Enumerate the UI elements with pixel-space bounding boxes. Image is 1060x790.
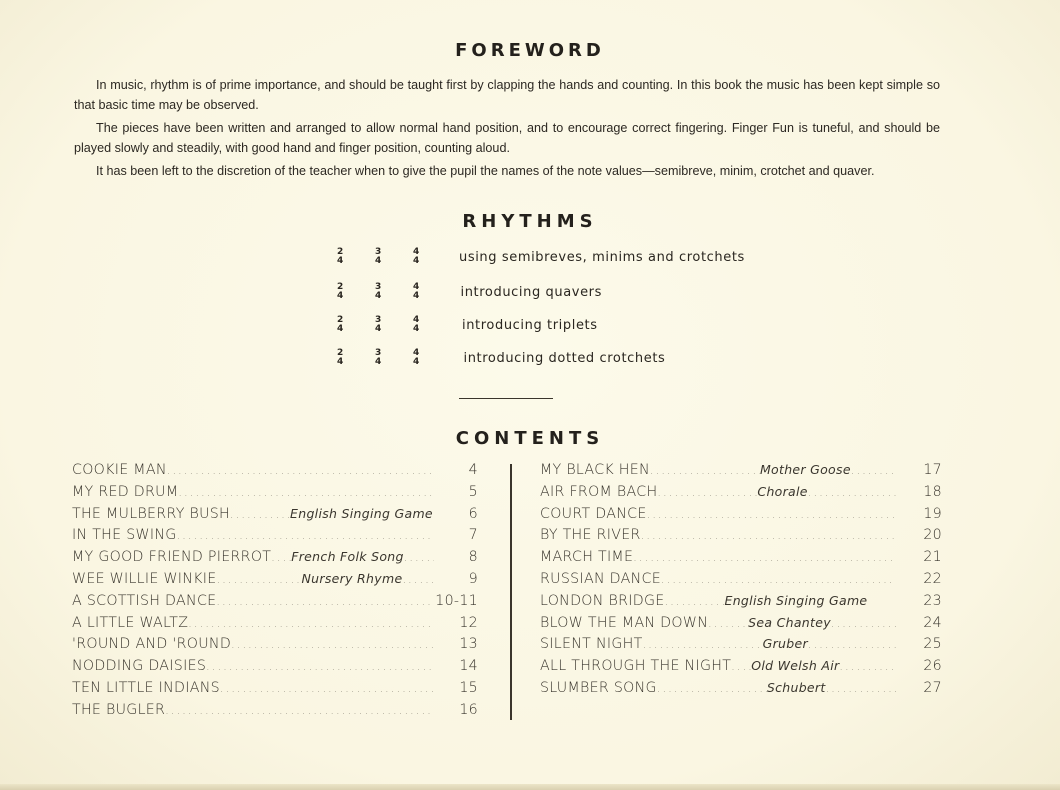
dot-leader <box>641 529 896 542</box>
column-divider <box>510 464 512 720</box>
contents-heading: CONTENTS <box>455 428 605 449</box>
contents-entry <box>540 658 942 680</box>
contents-entry <box>72 462 478 484</box>
entry-title: A SCOTTISH DANCE <box>72 592 217 609</box>
entry-page-number: 27 <box>923 679 942 696</box>
rhythms-heading: RHYTHMS <box>462 211 598 232</box>
page-edge <box>0 784 1060 790</box>
foreword-paragraph: The pieces have been written and arranged to allow normal hand position, and to encourage correct fingering. Finger Fun is tuneful, and should be played slowly and steadily, with good hand and finger position, counting aloud. <box>74 121 940 155</box>
time-signature <box>413 283 451 301</box>
entry-title: THE MULBERRY BUSH <box>72 505 231 522</box>
time-signature-top: 3 <box>375 247 382 257</box>
dot-leader <box>643 638 763 651</box>
time-signature <box>375 316 413 334</box>
entry-subtitle: English Singing Game <box>724 592 868 608</box>
dot-leader <box>808 486 896 499</box>
time-signature-top: 2 <box>337 282 344 292</box>
dot-leader <box>657 486 757 499</box>
dot-leader <box>650 464 760 477</box>
entry-title: COOKIE MAN <box>72 462 167 478</box>
dot-leader <box>808 638 896 651</box>
foreword-paragraph: In music, rhythm is of prime importance, and should be taught first by clapping the hands and counting. In this book the music has been kept simple so that basic time may be observed. <box>74 78 940 112</box>
entry-title: NODDING DAISIES <box>72 658 207 675</box>
contents-entry <box>540 615 942 637</box>
time-signature-bottom: 4 <box>337 256 344 266</box>
time-signature-bottom: 4 <box>375 357 382 367</box>
dot-leader <box>633 551 896 564</box>
section-divider-rule <box>459 398 553 399</box>
entry-title: TEN LITTLE INDIANS <box>72 679 220 696</box>
dot-leader <box>708 617 748 630</box>
contents-entry <box>72 615 478 637</box>
rhythm-row <box>337 343 665 373</box>
time-signature-top: 3 <box>375 315 382 325</box>
dot-leader <box>231 638 434 651</box>
rhythm-description: introducing quavers <box>460 284 603 300</box>
entry-title: AIR FROM BACH <box>540 483 658 500</box>
time-signature-top: 2 <box>337 315 344 325</box>
dot-leader <box>839 660 896 673</box>
entry-title: BY THE RIVER <box>540 527 641 544</box>
time-signature-bottom: 4 <box>413 256 420 266</box>
entry-page-number: 12 <box>459 614 478 631</box>
contents-entry <box>72 549 478 571</box>
contents-entry <box>540 680 942 702</box>
entry-title: MARCH TIME <box>540 549 634 566</box>
entry-title: SLUMBER SONG <box>540 679 657 696</box>
contents-entry <box>540 571 942 593</box>
entry-subtitle: Mother Goose <box>759 462 851 477</box>
time-signature <box>413 248 451 266</box>
contents-entry <box>72 527 478 549</box>
entry-subtitle: English Singing Game <box>290 505 433 521</box>
entry-page-number: 19 <box>923 505 942 522</box>
foreword-text <box>74 76 940 186</box>
dot-leader <box>206 660 434 673</box>
time-signature-bottom: 4 <box>413 291 420 301</box>
time-signature-top: 4 <box>413 282 420 292</box>
contents-entry <box>540 506 942 528</box>
entry-title: WEE WILLIE WINKIE <box>72 570 217 587</box>
dot-leader <box>665 595 725 608</box>
time-signature-bottom: 4 <box>375 291 382 301</box>
time-signature <box>337 283 375 301</box>
rhythm-row <box>337 242 745 272</box>
rhythm-row <box>337 277 602 307</box>
dot-leader <box>217 573 302 586</box>
foreword-heading: FOREWORD <box>455 40 605 61</box>
dot-leader <box>230 508 290 521</box>
time-signature <box>375 248 413 266</box>
entry-page-number: 23 <box>923 592 942 609</box>
entry-subtitle: Gruber <box>762 636 808 652</box>
entry-title: LONDON BRIDGE <box>540 592 665 609</box>
contents-entry <box>72 593 478 615</box>
foreword-paragraph: It has been left to the discretion of the teacher when to give the pupil the names of the note values—semibreve, minim, crotchet and quaver. <box>96 164 875 178</box>
dot-leader <box>657 682 767 695</box>
entry-page-number: 24 <box>923 614 942 631</box>
entry-title: THE BUGLER <box>72 701 166 718</box>
entry-title: MY GOOD FRIEND PIERROT <box>72 549 272 566</box>
entry-page-number: 15 <box>459 679 478 696</box>
dot-leader <box>826 682 896 695</box>
dot-leader <box>851 464 896 477</box>
time-signature-top: 3 <box>375 348 382 358</box>
entry-title: 'ROUND AND 'ROUND <box>72 636 232 653</box>
entry-page-number: 22 <box>923 570 942 587</box>
contents-entry <box>72 680 478 702</box>
time-signature-bottom: 4 <box>337 324 344 334</box>
time-signature-top: 4 <box>413 348 420 358</box>
dot-leader <box>188 617 434 630</box>
entry-title: A LITTLE WALTZ <box>72 614 189 631</box>
rhythm-description: using semibreves, minims and crotchets <box>459 249 745 265</box>
contents-entry <box>540 484 942 506</box>
entry-subtitle: Schubert <box>766 679 826 695</box>
entry-page-number: 6 <box>468 505 478 522</box>
contents-entry <box>540 527 942 549</box>
entry-page-number: 21 <box>923 549 942 566</box>
entry-subtitle: French Folk Song <box>291 549 404 565</box>
time-signature <box>337 349 375 367</box>
dot-leader <box>271 551 291 564</box>
contents-entry <box>72 636 478 658</box>
time-signature-bottom: 4 <box>413 324 420 334</box>
contents-entry <box>540 462 942 484</box>
entry-page-number: 7 <box>468 527 478 544</box>
time-signature <box>337 316 375 334</box>
time-signature-bottom: 4 <box>375 324 382 334</box>
time-signature <box>337 248 375 266</box>
dot-leader <box>220 682 434 695</box>
time-signature-bottom: 4 <box>413 357 420 367</box>
time-signature-bottom: 4 <box>337 291 344 301</box>
entry-page-number: 9 <box>468 570 478 587</box>
time-signature-top: 4 <box>413 247 420 257</box>
entry-subtitle: Sea Chantey <box>748 614 831 630</box>
entry-title: BLOW THE MAN DOWN <box>540 614 709 631</box>
time-signature-top: 2 <box>337 247 344 257</box>
dot-leader <box>404 551 434 564</box>
entry-page-number: 18 <box>923 483 942 500</box>
dot-leader <box>661 573 896 586</box>
entry-page-number: 17 <box>923 462 942 478</box>
time-signature <box>375 283 413 301</box>
dot-leader <box>177 529 434 542</box>
time-signature <box>413 349 451 367</box>
entry-page-number: 14 <box>459 658 478 675</box>
rhythm-description: introducing triplets <box>462 317 598 333</box>
time-signature-top: 4 <box>413 315 420 325</box>
entry-title: COURT DANCE <box>540 505 647 522</box>
dot-leader <box>178 486 434 499</box>
time-signature <box>375 349 413 367</box>
entry-title: ALL THROUGH THE NIGHT <box>540 658 732 675</box>
entry-title: IN THE SWING <box>72 527 177 544</box>
dot-leader <box>165 704 434 717</box>
dot-leader <box>167 464 434 477</box>
time-signature-bottom: 4 <box>375 256 382 266</box>
entry-page-number: 8 <box>468 549 478 566</box>
entry-subtitle: Chorale <box>757 483 808 499</box>
contents-entry <box>540 593 942 615</box>
entry-title: MY RED DRUM <box>72 483 179 500</box>
contents-entry <box>72 658 478 680</box>
dot-leader <box>731 660 751 673</box>
entry-page-number: 25 <box>923 636 942 653</box>
time-signature-bottom: 4 <box>337 357 344 367</box>
entry-page-number: 4 <box>468 462 478 478</box>
entry-page-number: 20 <box>923 527 942 544</box>
time-signature-top: 2 <box>337 348 344 358</box>
contents-entry <box>540 549 942 571</box>
contents-entry <box>540 636 942 658</box>
contents-column-right <box>540 462 942 702</box>
dot-leader <box>647 508 896 521</box>
rhythm-description: introducing dotted crotchets <box>463 350 666 366</box>
contents-entry <box>72 571 478 593</box>
entry-title: MY BLACK HEN <box>540 462 650 478</box>
entry-page-number: 10-11 <box>435 592 478 609</box>
entry-title: RUSSIAN DANCE <box>540 570 662 587</box>
contents-column-left <box>72 462 478 724</box>
entry-title: SILENT NIGHT <box>540 636 643 653</box>
contents-entry <box>72 484 478 506</box>
time-signature-top: 3 <box>375 282 382 292</box>
entry-subtitle: Nursery Rhyme <box>301 570 403 586</box>
entry-page-number: 26 <box>923 658 942 675</box>
contents-entry <box>72 702 478 724</box>
contents-entry <box>72 506 478 528</box>
dot-leader <box>402 573 434 586</box>
entry-page-number: 13 <box>459 636 478 653</box>
dot-leader <box>216 595 434 608</box>
rhythm-row <box>337 310 598 340</box>
dot-leader <box>831 617 896 630</box>
entry-page-number: 5 <box>468 483 478 500</box>
time-signature <box>413 316 451 334</box>
entry-subtitle: Old Welsh Air <box>751 658 840 674</box>
entry-page-number: 16 <box>459 701 478 718</box>
